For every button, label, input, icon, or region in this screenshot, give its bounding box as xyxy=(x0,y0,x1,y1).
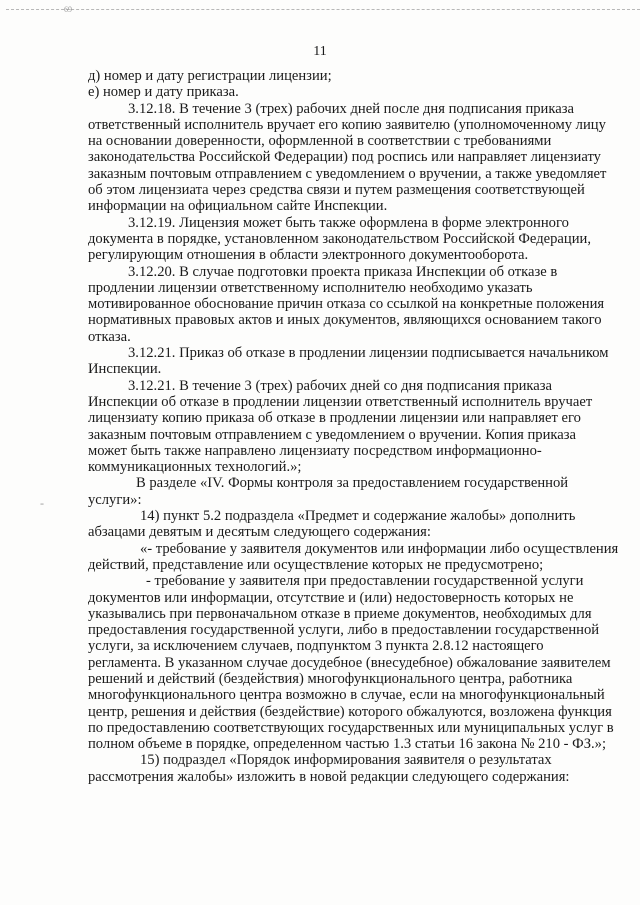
text-line: 3.12.18. В течение 3 (трех) рабочих дней после дня подписания приказа xyxy=(128,100,574,117)
text-line: нормативных правовых актов и иных документов, являющихся основанием такого xyxy=(88,312,602,329)
text-line: рассмотрения жалобы» изложить в новой редакции следующего содержания: xyxy=(88,768,570,785)
text-line: регламента. В указанном случае досудебное (внесудебное) обжалование заявителем xyxy=(88,654,611,671)
page-number: 11 xyxy=(313,44,327,59)
document-body xyxy=(88,68,640,785)
text-line: об этом лицензиата через средства связи и путем размещения соответствующей xyxy=(88,182,585,199)
text-line: решений и действий (бездействия) многофункционального центра, работника xyxy=(88,670,573,687)
text-line: по предоставлению соответствующих государственных или муниципальных услуг в xyxy=(88,719,614,736)
text-line: документа в порядке, установленном законодательством Российской Федерации, xyxy=(88,230,591,247)
text-line: центр, решения и действия (бездействие) которого обжалуются, возложена функция xyxy=(88,703,612,720)
text-line: 3.12.21. В течение 3 (трех) рабочих дней со дня подписания приказа xyxy=(128,377,553,394)
text-line: 3.12.19. Лицензия может быть также оформлена в форме электронного xyxy=(128,214,569,231)
text-line: предоставления государственной услуги, либо в предоставлении государственной xyxy=(88,622,600,639)
text-line: «- требование у заявителя документов или информации либо осуществления xyxy=(140,540,619,557)
text-line: 3.12.20. В случае подготовки проекта приказа Инспекции об отказе в xyxy=(128,263,558,280)
text-line: ответственный исполнитель вручает его копию заявителю (уполномоченному лицу xyxy=(88,116,606,133)
text-line: услуги, за исключением случаев, подпунктом 3 пункта 2.8.12 настоящего xyxy=(88,638,544,655)
text-line: - требование у заявителя при предоставлении государственной услуги xyxy=(146,573,584,590)
text-line: заказным почтовым отправлением с уведомлением о вручении, а также уведомляет xyxy=(88,165,607,182)
text-line: документов или информации, отсутствие и (или) недостоверность которых не xyxy=(88,589,574,606)
text-line: коммуникационных технологий.»; xyxy=(88,459,302,476)
text-line: 15) подраздел «Порядок информирования заявителя о результатах xyxy=(140,752,552,769)
text-line: полном объеме в порядке, определенном частью 1.3 статьи 16 закона № 210 - ФЗ.»; xyxy=(88,736,607,753)
text-line: многофункционального центра возможно в случае, если на многофункциональный xyxy=(88,687,605,704)
text-line: Инспекции об отказе в продлении лицензии ответственный исполнитель вручает xyxy=(88,393,593,410)
text-line: е) номер и дату приказа. xyxy=(88,84,239,101)
text-line: Инспекции. xyxy=(88,361,162,378)
text-line: действий, представление или осуществление которых не предусмотрено; xyxy=(88,556,544,573)
text-line: продлении лицензии ответственному исполнителю необходимо указать xyxy=(88,279,533,296)
text-line: может быть также направлено лицензиату посредством информационно- xyxy=(88,442,542,459)
text-line: д) номер и дату регистрации лицензии; xyxy=(88,68,332,84)
text-line: отказа. xyxy=(88,328,131,345)
text-line: заказным почтовым отправлением с уведомлением о вручении. Копия приказа xyxy=(88,426,576,443)
text-line: лицензиату копию приказа об отказе в продлении лицензии или направляет его xyxy=(88,410,581,427)
corner-mark: 69 xyxy=(64,5,72,14)
text-line: на основании доверенности, оформленной в соответствии с требованиями xyxy=(88,133,552,150)
margin-mark: - xyxy=(40,496,44,510)
text-line: В разделе «IV. Формы контроля за предоставлением государственной xyxy=(136,475,569,492)
text-line: законодательства Российской Федерации) под роспись или направляет лицензиату xyxy=(88,149,601,166)
text-line: информации на официальном сайте Инспекции. xyxy=(88,198,388,215)
text-line: 3.12.21. Приказ об отказе в продлении лицензии подписывается начальником xyxy=(128,345,609,362)
text-line: услуги»: xyxy=(88,491,142,508)
text-line: мотивированное обоснование причин отказа со ссылкой на конкретные положения xyxy=(88,296,605,313)
text-line: 14) пункт 5.2 подраздела «Предмет и содержание жалобы» дополнить xyxy=(140,508,576,525)
text-line: регулирующим отношения в области электронного документооборота. xyxy=(88,247,529,264)
text-line: указывались при первоначальном отказе в приеме документов, необходимых для xyxy=(88,605,592,622)
scan-edge-line xyxy=(6,9,640,10)
text-line: абзацами девятым и десятым следующего содержания: xyxy=(88,524,431,541)
